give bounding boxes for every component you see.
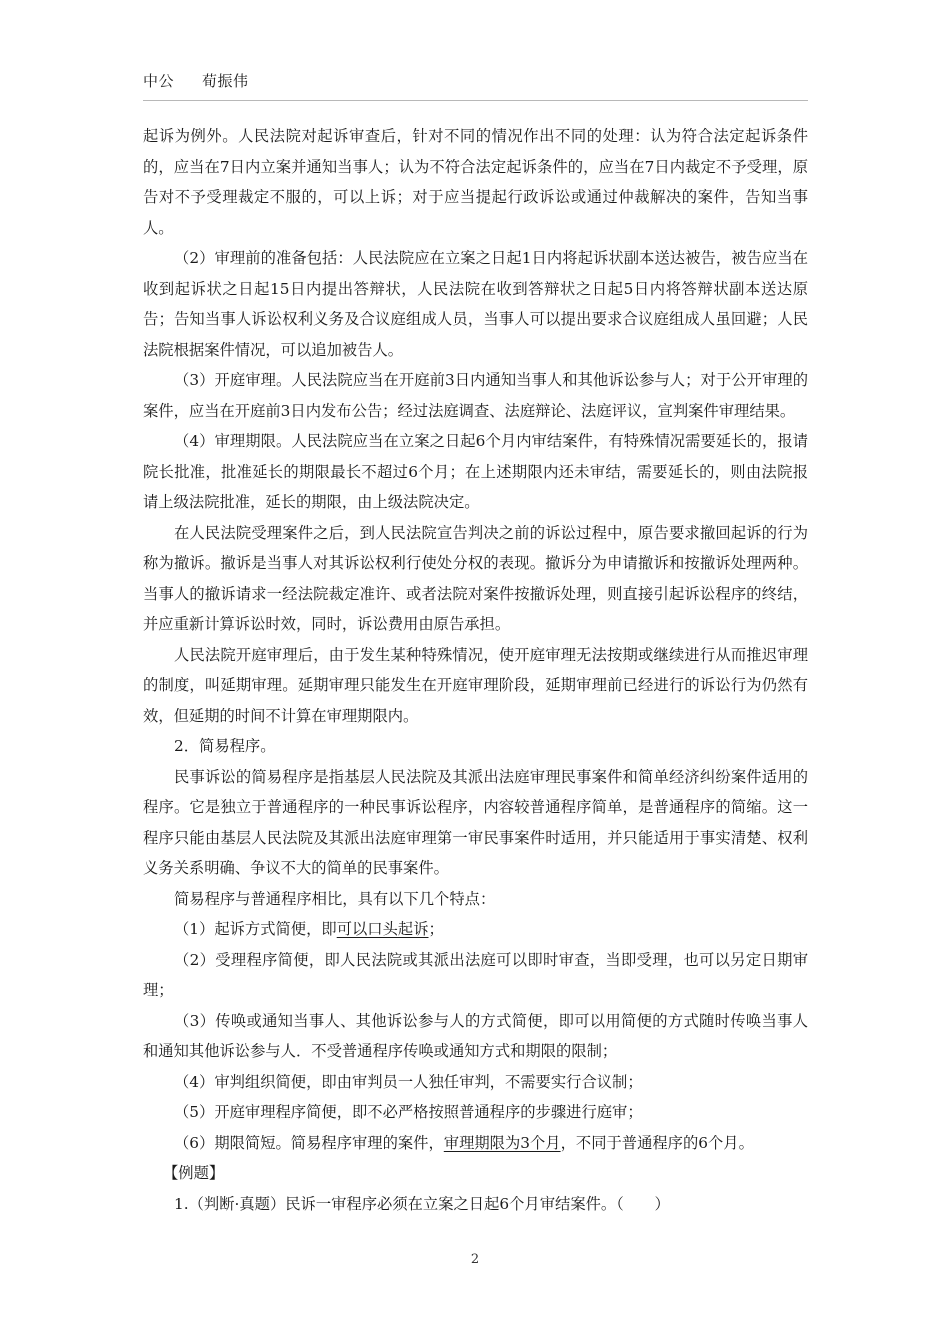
page-number: 2 (470, 1252, 480, 1267)
paragraph-withdrawal: 在人民法院受理案件之后，到人民法院宣告判决之前的诉讼过程中，原告要求撤回起诉的行为称为撤诉。撤诉是当事人对其诉讼权利行使处分权的表现。撤诉分为申请撤诉和按撤诉处理两种。当事人的撤诉请求一经法院裁定准许、或者法院对案件按撤诉处理，则直接引起诉讼程序的终结，并应重新计算诉讼时效，同时，诉讼费用由原告承担。 (143, 523, 808, 633)
underlined-oral-filing: 可以口头起诉 (336, 920, 429, 938)
paragraph-court-hearing: （3）开庭审理。人民法院应当在开庭前3日内通知当事人和其他诉讼参与人；对于公开审理的案件，应当在开庭前3日内发布公告；经过法庭调查、法庭辩论、法庭评议，宣判案件审理结果。 (143, 371, 808, 420)
paragraph-trial-period: （4）审理期限。人民法院应当在立案之日起6个月内审结案件，有特殊情况需要延长的，报请院长批准，批准延长的期限最长不超过6个月；在上述期限内还未审结，需要延长的，则由法院报请上级法院批准，延长的期限，由上级法院决定。 (143, 432, 808, 511)
header-divider (143, 100, 808, 101)
feature-item-5: （5）开庭审理程序简便，即不必严格按照普通程序的步骤进行庭审； (174, 1103, 643, 1121)
feature-item-6: （6）期限简短。简易程序审理的案件，审理期限为3个月，不同于普通程序的6个月。 (174, 1133, 754, 1152)
feature-item-1: （1）起诉方式简便，即可以口头起诉； (174, 920, 444, 938)
section-heading-summary-procedure: 2．简易程序。 (174, 737, 276, 755)
paragraph-filing-review: 起诉为例外。人民法院对起诉审查后，针对不同的情况作出不同的处理：认为符合法定起诉条件的，应当在7日内立案并通知当事人；认为不符合法定起诉条件的，应当在7日内裁定不予受理，原告对不予受理裁定不服的，可以上诉；对于应当提起行政诉讼或通过仲裁解决的案件，告知当事人。 (143, 127, 808, 237)
feature-item-3: （3）传唤或通知当事人、其他诉讼参与人的方式简便，即可以用简便的方式随时传唤当事人和通知其他诉讼参与人．不受普通程序传唤或通知方式和期限的限制； (143, 1011, 808, 1060)
feature-item-4: （4）审判组织简便，即由审判员一人独任审判，不需要实行合议制； (174, 1072, 643, 1091)
paragraph-features-intro: 简易程序与普通程序相比，具有以下几个特点： (174, 889, 496, 908)
paragraph-summary-procedure-definition: 民事诉讼的简易程序是指基层人民法院及其派出法庭审理民事案件和简单经济纠纷案件适用的程序。它是独立于普通程序的一种民事诉讼程序，内容较普通程序简单，是普通程序的简缩。这一程序只能由基层人民法院及其派出法庭审理第一审民事案件时适用，并只能适用于事实清楚、权利义务关系明确、争议不大的简单的民事案件。 (143, 767, 808, 877)
example-heading: 【例题】 (163, 1164, 225, 1182)
document-body (143, 121, 808, 1219)
underlined-trial-period: 审理期限为3个月 (443, 1133, 561, 1152)
header-org: 中公 (143, 72, 175, 90)
header-author: 荀振伟 (202, 72, 249, 90)
paragraph-pretrial-preparation: （2）审理前的准备包括：人民法院应在立案之日起1日内将起诉状副本送达被告，被告应当在收到起诉状之日起15日内提出答辩状，人民法院在收到答辩状之日起5日内将答辩状副本送达原告；告知当事人诉讼权利义务及合议庭组成人员，当事人可以提出要求合议庭组成人虽回避；人民法院根据案件情况，可以追加被告人。 (143, 249, 808, 359)
paragraph-postponement: 人民法院开庭审理后，由于发生某种特殊情况，使开庭审理无法按期或继续进行从而推迟审理的制度，叫延期审理。延期审理只能发生在开庭审理阶段，延期审理前已经进行的诉讼行为仍然有效，但延期的时间不计算在审理期限内。 (143, 645, 808, 725)
page-header (143, 70, 249, 91)
feature-item-2: （2）受理程序简便，即人民法院或其派出法庭可以即时审查，当即受理，也可以另定日期审理； (143, 950, 808, 999)
example-question-1: 1.（判断·真题）民诉一审程序必须在立案之日起6个月审结案件。（ ） (174, 1194, 670, 1213)
